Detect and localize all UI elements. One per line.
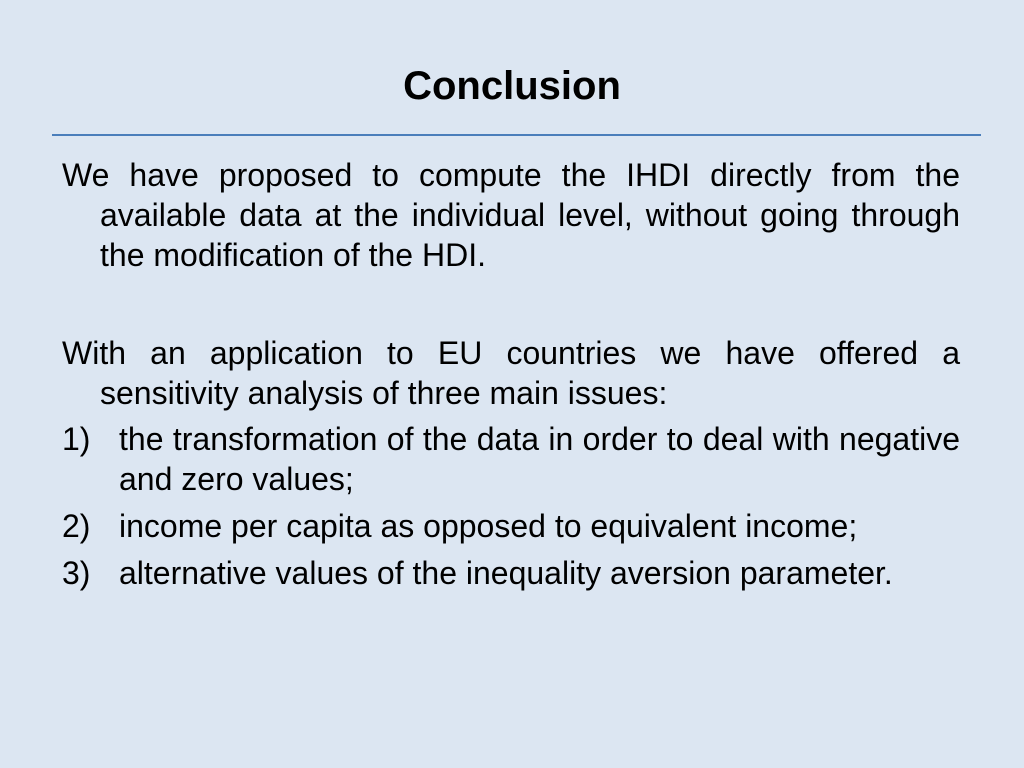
title-divider <box>52 134 981 136</box>
paragraph-proposal: We have proposed to compute the IHDI directly from the available data at the individual level, without going through the modification of the HDI. <box>62 157 960 273</box>
list-item-text: alternative values of the inequality aversion parameter. <box>119 555 893 591</box>
list-item <box>62 506 960 546</box>
paragraph-gap <box>62 275 960 333</box>
paragraph-application: With an application to EU countries we have offered a sensitivity analysis of three main issues: <box>62 335 960 411</box>
list-item <box>62 419 960 499</box>
list-item-text: the transformation of the data in order to deal with negative and zero values; <box>119 421 960 497</box>
issues-list <box>62 419 960 593</box>
list-item-number: 2) <box>62 508 91 544</box>
list-item <box>62 553 960 593</box>
list-item-number: 1) <box>62 421 91 457</box>
list-item-number: 3) <box>62 555 91 591</box>
slide-title: Conclusion <box>403 64 621 108</box>
slide-body <box>62 155 960 600</box>
list-item-text: income per capita as opposed to equivalent income; <box>119 508 858 544</box>
